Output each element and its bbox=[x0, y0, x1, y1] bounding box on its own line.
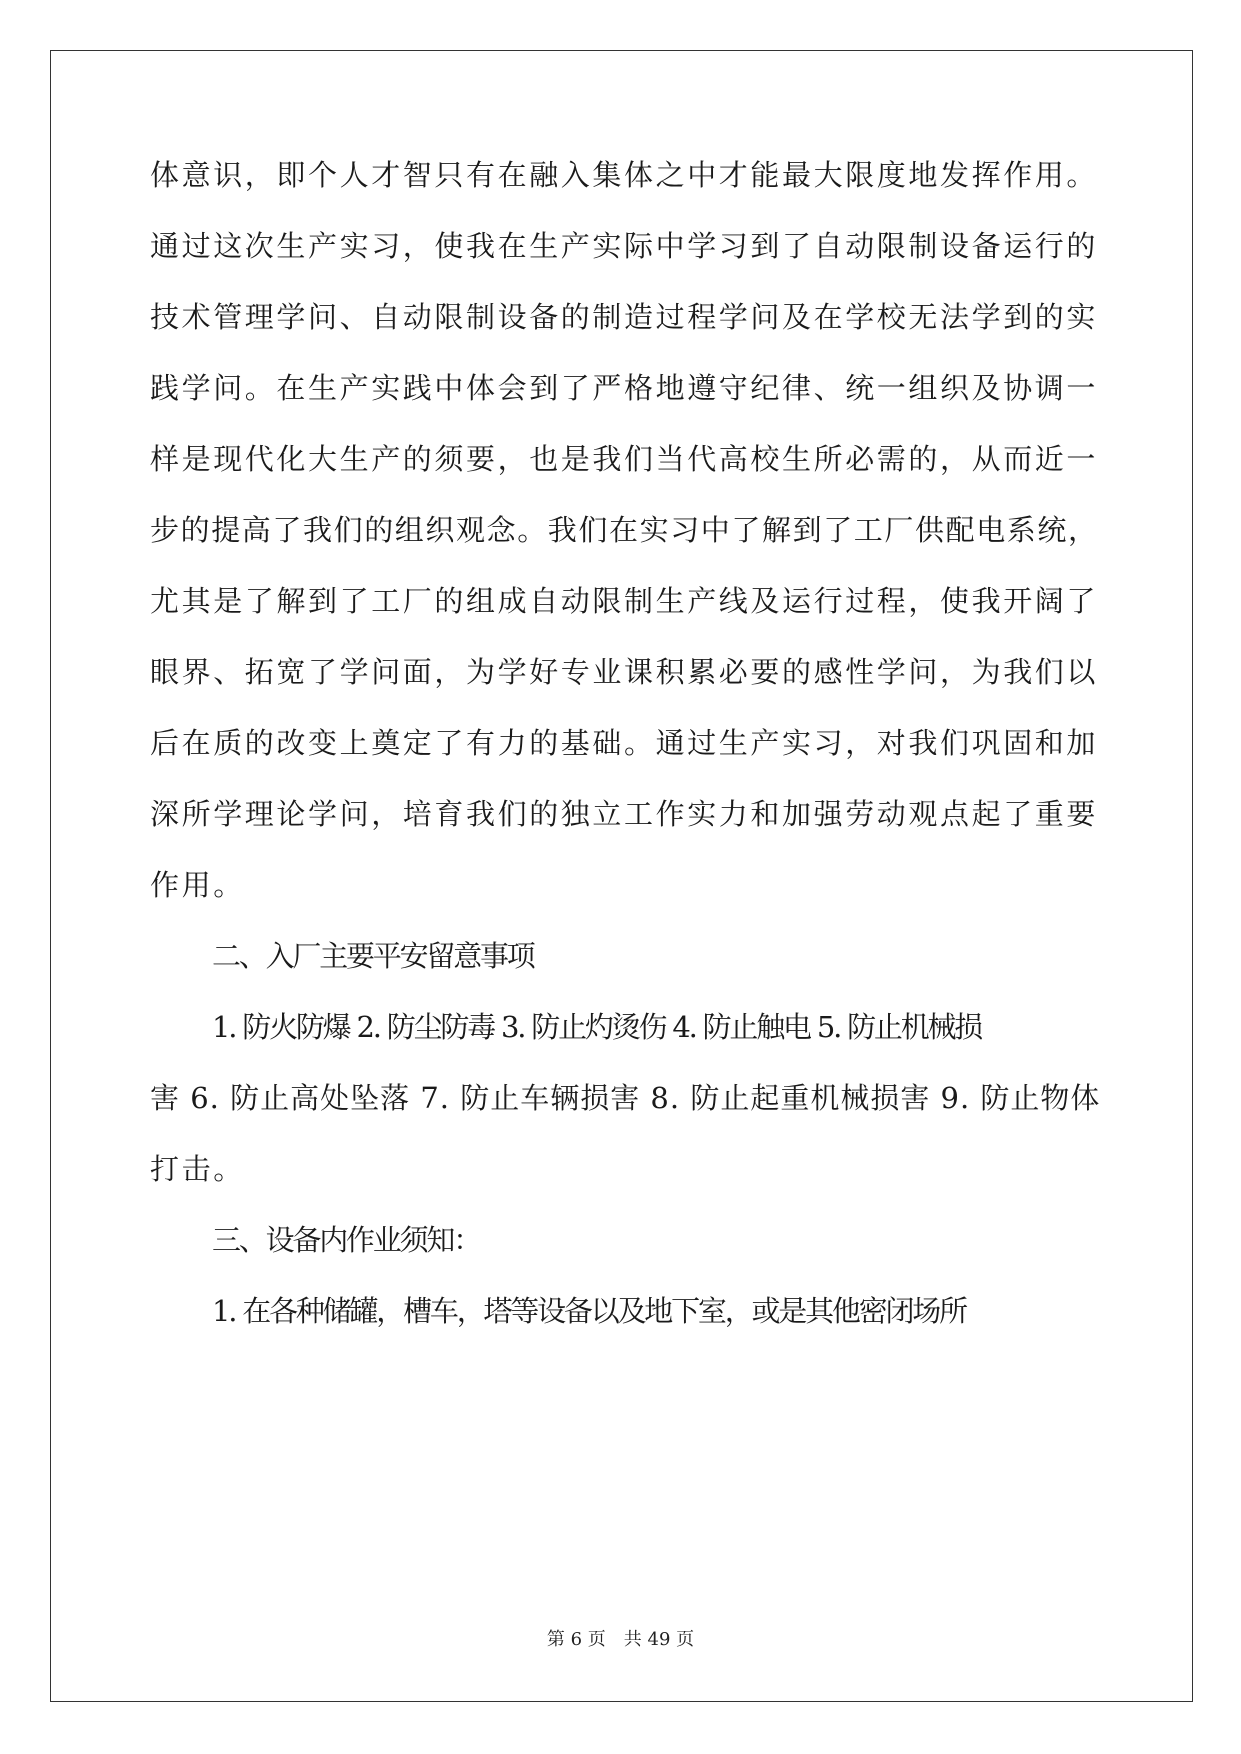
text-line: 1. 防火防爆 2. 防尘防毒 3. 防止灼烫伤 4. 防止触电 5. 防止机械损 bbox=[212, 1010, 982, 1044]
page-number: 第 6 页 bbox=[546, 1629, 606, 1650]
page-total: 共 49 页 bbox=[623, 1629, 695, 1650]
section-heading: 三、设备内作业须知： bbox=[212, 1223, 481, 1257]
text-line: 体意识，即个人才智只有在融入集体之中才能最大限度地发挥作用。 bbox=[150, 158, 1099, 192]
page-footer bbox=[0, 1628, 1241, 1652]
section-heading: 二、入厂主要平安留意事项 bbox=[212, 939, 534, 973]
text-line: 害 6. 防止高处坠落 7. 防止车辆损害 8. 防止起重机械损害 9. 防止物体 bbox=[150, 1081, 1101, 1115]
text-line: 通过这次生产实习，使我在生产实际中学习到了自动限制设备运行的 bbox=[150, 229, 1099, 263]
text-line: 打击。 bbox=[150, 1152, 245, 1186]
text-line: 技术管理学问、自动限制设备的制造过程学问及在学校无法学到的实 bbox=[150, 300, 1099, 334]
text-line: 践学问。在生产实践中体会到了严格地遵守纪律、统一组织及协调一 bbox=[150, 371, 1099, 405]
text-line: 深所学理论学问，培育我们的独立工作实力和加强劳动观点起了重要 bbox=[150, 797, 1099, 831]
text-line: 作用。 bbox=[150, 868, 245, 902]
text-line: 眼界、拓宽了学问面，为学好专业课积累必要的感性学问，为我们以 bbox=[150, 655, 1099, 689]
text-line: 样是现代化大生产的须要，也是我们当代高校生所必需的，从而近一 bbox=[150, 442, 1099, 476]
text-line: 1. 在各种储罐，槽车，塔等设备以及地下室，或是其他密闭场所 bbox=[212, 1294, 966, 1328]
text-line: 步的提高了我们的组织观念。我们在实习中了解到了工厂供配电系统， bbox=[150, 513, 1099, 547]
text-line: 尤其是了解到了工厂的组成自动限制生产线及运行过程，使我开阔了 bbox=[150, 584, 1099, 618]
text-line: 后在质的改变上奠定了有力的基础。通过生产实习，对我们巩固和加 bbox=[150, 726, 1099, 760]
